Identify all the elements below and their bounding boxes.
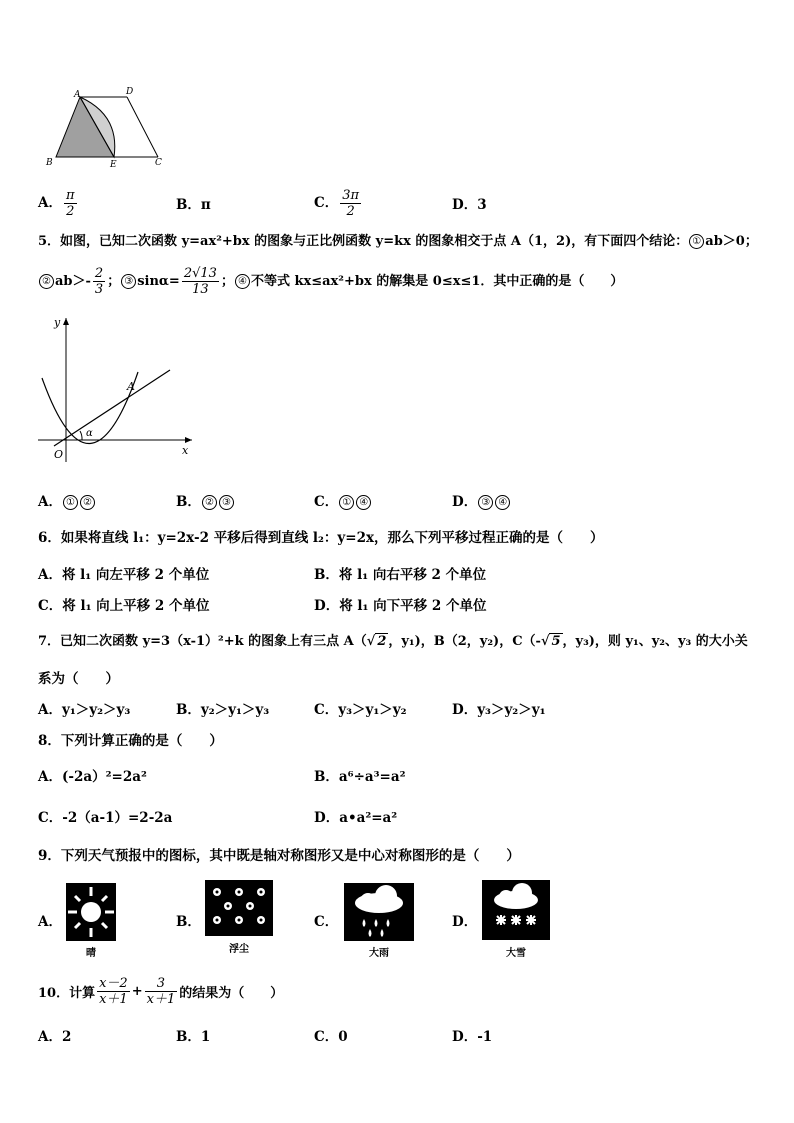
- q5-option-a[interactable]: A． ① ②: [38, 490, 96, 510]
- q9-option-a-label[interactable]: A．: [38, 914, 62, 930]
- q4-label-c: C: [155, 158, 162, 168]
- q8-option-b[interactable]: B．a⁶÷a³=a²: [314, 769, 406, 785]
- q9-caption-b: 浮尘: [229, 944, 249, 955]
- q4-label-b: B: [46, 158, 53, 168]
- q7-option-b[interactable]: B．y₂＞y₁＞y₃: [176, 702, 270, 718]
- q5-option-c[interactable]: C． ① ④: [314, 490, 372, 510]
- q5-graph-alpha: α: [86, 428, 93, 439]
- sunny-icon[interactable]: [66, 883, 116, 941]
- heavy-rain-icon[interactable]: [344, 883, 414, 941]
- heavy-snow-icon[interactable]: [482, 880, 550, 940]
- q5-option-b[interactable]: B． ② ③: [176, 490, 235, 510]
- q6-option-d[interactable]: D．将 l₁ 向下平移 2 个单位: [314, 598, 487, 614]
- q4-label-e: E: [110, 160, 117, 170]
- q10-option-d[interactable]: D．-1: [452, 1029, 493, 1045]
- q8-option-d[interactable]: D．a•a²=a²: [314, 810, 398, 826]
- q8-option-c[interactable]: C．-2（a-1）=2-2a: [38, 810, 173, 826]
- q9-option-c-label[interactable]: C．: [314, 914, 339, 930]
- q4-option-a[interactable]: A． $\frac{\pi}{2}$: [38, 188, 75, 219]
- q5-graph-origin-label: O: [54, 448, 64, 461]
- q5-stem-line2: ② ab＞- $\frac{2}{3}$ ； ③ sinα= $\frac{2√13}{13}$ ； ④ 不等式 kx≤ax²+bx 的解集是 0≤x≤1．其中正确的是（ ）: [38, 266, 623, 297]
- q5-graph-x-label: x: [182, 444, 189, 457]
- q8-option-a[interactable]: A．(-2a）²=2a²: [38, 769, 147, 785]
- q5-graph-point-a: A: [127, 380, 135, 393]
- q5-option-d[interactable]: D． ③ ④: [452, 490, 511, 510]
- q7-option-c[interactable]: C．y₃＞y₁＞y₂: [314, 702, 407, 718]
- q5-graph: [34, 312, 199, 467]
- q9-option-b-label[interactable]: B．: [176, 914, 201, 930]
- q9-caption-d: 大雪: [506, 948, 526, 959]
- q9-stem: 9．下列天气预报中的图标，其中既是轴对称图形又是中心对称图形的是（ ）: [38, 848, 520, 864]
- q8-stem: 8．下列计算正确的是（ ）: [38, 733, 223, 749]
- q4-option-d[interactable]: D．3: [452, 197, 487, 213]
- q4-option-c[interactable]: C． $\frac{3\pi}{2}$: [314, 188, 360, 219]
- q10-option-b[interactable]: B．1: [176, 1029, 211, 1045]
- q10-option-c[interactable]: C．0: [314, 1029, 348, 1045]
- q5-graph-y-label: y: [54, 316, 61, 329]
- q6-stem: 6．如果将直线 l₁：y=2x-2 平移后得到直线 l₂：y=2x，那么下列平移过程正确的是（ ）: [38, 530, 604, 546]
- q7-option-d[interactable]: D．y₃＞y₂＞y₁: [452, 702, 546, 718]
- q4-label-a: A: [74, 90, 81, 100]
- q4-option-b[interactable]: B．π: [176, 197, 211, 213]
- q10-stem: 10．计算 $\frac{x-2}{x+1}$ + $\frac{3}{x+1}$ 的结果为（ ）: [38, 976, 284, 1007]
- q7-stem-line1: 7．已知二次函数 y=3（x-1）²+k 的图象上有三点 A（√ 2 ，y₁)，B（2，y₂)，C（-√ 5 ，y₃)，则 y₁、y₂、y₃ 的大小关: [38, 634, 748, 649]
- q9-caption-a: 晴: [86, 948, 96, 959]
- q5-stem-line1: 5．如图，已知二次函数 y=ax²+bx 的图象与正比例函数 y=kx 的图象相交于点 A（1，2)，有下面四个结论： ① ab＞0；: [38, 234, 758, 249]
- q9-option-d-label[interactable]: D．: [452, 914, 478, 930]
- q4-label-d: D: [126, 87, 134, 97]
- q10-option-a[interactable]: A．2: [38, 1029, 72, 1045]
- q7-option-a[interactable]: A．y₁＞y₂＞y₃: [38, 702, 131, 718]
- q9-caption-c: 大雨: [369, 948, 389, 959]
- q6-option-b[interactable]: B．将 l₁ 向右平移 2 个单位: [314, 567, 487, 583]
- q6-option-a[interactable]: A．将 l₁ 向左平移 2 个单位: [38, 567, 210, 583]
- q7-stem-line2: 系为（ ）: [38, 671, 119, 687]
- q6-option-c[interactable]: C．将 l₁ 向上平移 2 个单位: [38, 598, 210, 614]
- q4-figure: [40, 85, 170, 170]
- floating-dust-icon[interactable]: [205, 880, 273, 936]
